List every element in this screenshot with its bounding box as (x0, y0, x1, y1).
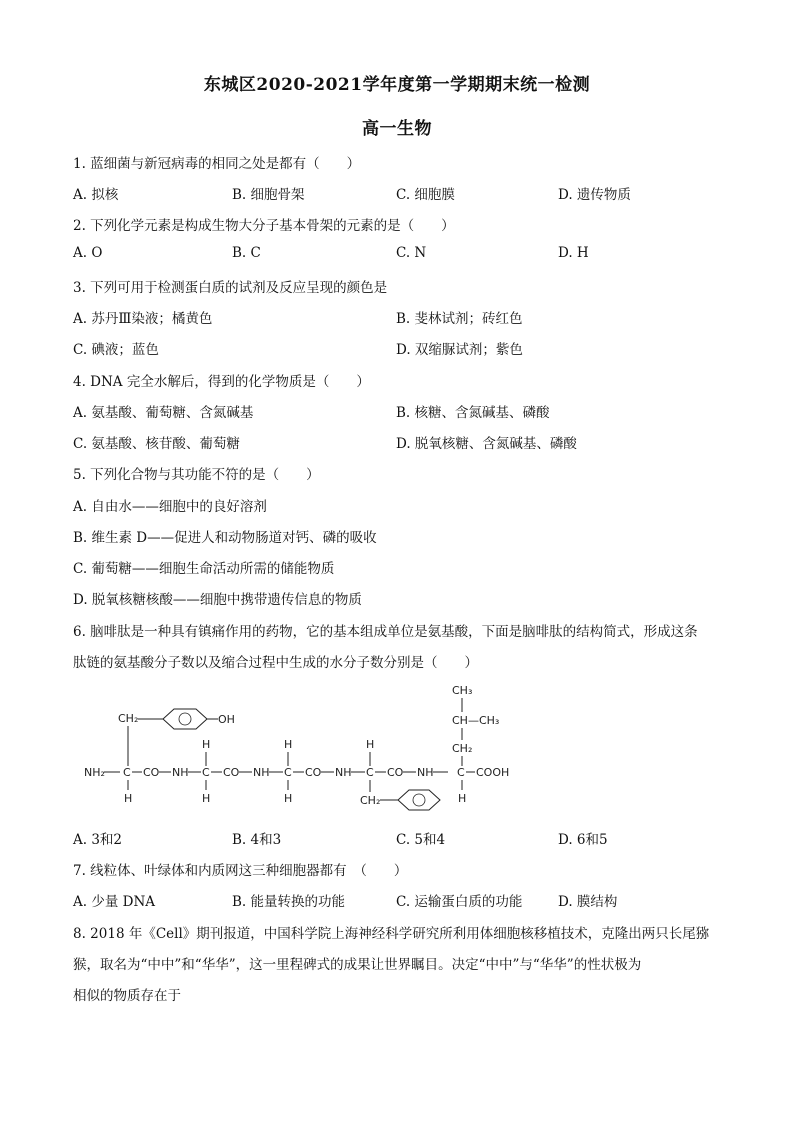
q5-option-c: C. 葡萄糖——细胞生命活动所需的储能物质 (73, 561, 335, 577)
question-5-stem: 5. 下列化合物与其功能不符的是（ ） (73, 467, 320, 483)
cooh-group: COOH (476, 766, 510, 779)
q4-option-d: D. 脱氧核糖、含氮碱基、磷酸 (396, 436, 577, 452)
c-alpha-4: C (366, 766, 374, 779)
c-alpha-5: C (457, 766, 465, 779)
nh-1: NH (172, 766, 189, 779)
q4-option-b: B. 核糖、含氮碱基、磷酸 (396, 405, 550, 421)
h-below-3: H (284, 792, 293, 805)
q1-option-c: C. 细胞膜 (396, 187, 455, 203)
ch-ch3: CH—CH₃ (452, 714, 500, 727)
question-7-stem: 7. 线粒体、叶绿体和内质网这三种细胞器都有 （ ） (73, 863, 408, 879)
c-alpha-1: C (123, 766, 131, 779)
question-8-stem-cont2: 相似的物质存在于 (73, 988, 181, 1004)
q2-option-a: A. O (73, 245, 103, 261)
co-2: CO (223, 766, 240, 779)
nh2-group: NH₂ (84, 766, 105, 779)
h-above-2: H (202, 738, 211, 751)
c-alpha-2: C (202, 766, 210, 779)
q2-option-d: D. H (558, 245, 589, 261)
question-6-stem-cont: 肽链的氨基酸分子数以及缩合过程中生成的水分子数分别是（ ） (73, 655, 478, 671)
c-alpha-3: C (284, 766, 292, 779)
q3-option-d: D. 双缩脲试剂；紫色 (396, 342, 523, 358)
q7-option-d: D. 膜结构 (558, 894, 618, 910)
q6-option-a: A. 3和2 (73, 832, 123, 848)
question-4-stem: 4. DNA 完全水解后，得到的化学物质是（ ） (73, 374, 370, 390)
q4-option-a: A. 氨基酸、葡萄糖、含氮碱基 (73, 405, 254, 421)
benzene-ring-phe (398, 790, 440, 810)
q2-option-c: C. N (396, 245, 427, 261)
h-below-1: H (124, 792, 133, 805)
co-3: CO (305, 766, 322, 779)
q5-option-a: A. 自由水——细胞中的良好溶剂 (73, 499, 267, 515)
q3-option-b: B. 斐林试剂；砖红色 (396, 311, 523, 327)
co-1: CO (143, 766, 160, 779)
question-8-stem: 8. 2018 年《Cell》期刊报道，中国科学院上海神经科学研究所利用体细胞核移植技术，克隆出两只长尾猕 (73, 926, 710, 942)
q6-option-c: C. 5和4 (396, 832, 446, 848)
q5-option-d: D. 脱氧核糖核酸——细胞中携带遗传信息的物质 (73, 592, 362, 608)
q1-option-b: B. 细胞骨架 (232, 187, 305, 203)
ch3-top: CH₃ (452, 684, 473, 697)
exam-title: 东城区2020-2021学年度第一学期期末统一检测 (203, 75, 591, 95)
co-4: CO (387, 766, 404, 779)
q1-option-a: A. 拟核 (73, 187, 119, 203)
oh-group: OH (218, 713, 235, 726)
q6-option-d: D. 6和5 (558, 832, 608, 848)
ch2-leu: CH₂ (452, 742, 473, 755)
question-8-stem-cont: 猴，取名为“中中”和“华华”，这一里程碑式的成果让世界瞩目。决定“中中”与“华华”的性状极为 (73, 957, 642, 973)
question-6-stem: 6. 脑啡肽是一种具有镇痛作用的药物，它的基本组成单位是氨基酸，下面是脑啡肽的结构简式，形成这条 (73, 624, 698, 640)
q7-option-b: B. 能量转换的功能 (232, 894, 346, 910)
q3-option-a: A. 苏丹Ⅲ染液；橘黄色 (73, 311, 213, 327)
nh-2: NH (253, 766, 270, 779)
q7-option-a: A. 少量 DNA (73, 894, 156, 910)
q5-option-b: B. 维生素 D——促进人和动物肠道对钙、磷的吸收 (73, 530, 377, 546)
h-above-4: H (366, 738, 375, 751)
h-below-2: H (202, 792, 211, 805)
question-3-stem: 3. 下列可用于检测蛋白质的试剂及反应呈现的颜色是 (73, 280, 388, 296)
h-below-5: H (458, 792, 467, 805)
question-1-stem: 1. 蓝细菌与新冠病毒的相同之处是都有（ ） (73, 156, 361, 172)
subject-title: 高一生物 (362, 119, 432, 139)
q6-option-b: B. 4和3 (232, 832, 282, 848)
question-2-stem: 2. 下列化学元素是构成生物大分子基本骨架的元素的是（ ） (73, 218, 455, 234)
q4-option-c: C. 氨基酸、核苷酸、葡萄糖 (73, 436, 240, 452)
q3-option-c: C. 碘液；蓝色 (73, 342, 159, 358)
ch2-tyr: CH₂ (118, 712, 139, 725)
nh-3: NH (335, 766, 352, 779)
q2-option-b: B. C (232, 245, 261, 261)
ch2-phe: CH₂ (360, 794, 381, 807)
q1-option-d: D. 遗传物质 (558, 187, 631, 203)
enkephalin-structure (70, 676, 530, 836)
h-above-3: H (284, 738, 293, 751)
benzene-ring-tyr (163, 709, 207, 729)
q7-option-c: C. 运输蛋白质的功能 (396, 894, 523, 910)
nh-4: NH (417, 766, 434, 779)
